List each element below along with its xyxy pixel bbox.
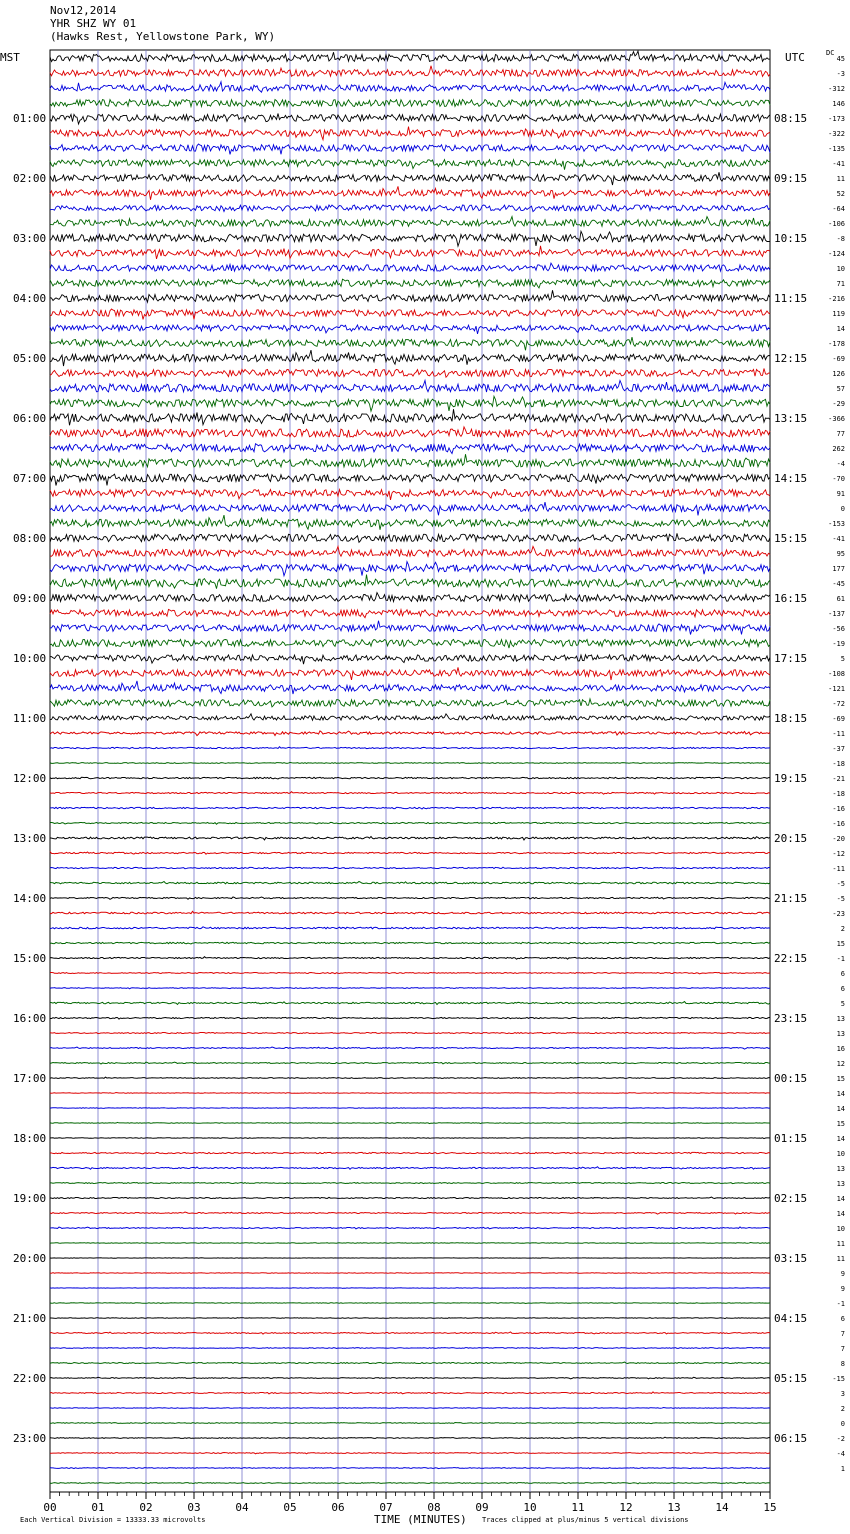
trace-67 [50,1062,770,1064]
hour-label-left: 18:00 [13,1132,47,1145]
dc-offset-label: -16 [832,805,845,813]
trace-35 [50,575,770,590]
dc-offset-label: 7 [840,1345,845,1353]
trace-63 [50,1002,770,1005]
x-tick-label-06: 06 [331,1501,345,1514]
hour-label-left: 12:00 [13,772,47,785]
dc-offset-label: -70 [832,475,845,483]
dc-offset-label: -3 [836,70,845,78]
x-tick-label-09: 09 [475,1501,489,1514]
trace-46 [50,747,770,749]
trace-1 [50,66,770,77]
trace-40 [50,655,770,664]
trace-22 [50,380,770,392]
dc-offset-label: -106 [828,220,845,228]
trace-4 [50,114,770,124]
hour-label-right: 18:15 [774,712,808,725]
dc-label: DC [826,49,835,57]
trace-18 [50,325,770,334]
hour-label-left: 03:00 [13,232,47,245]
trace-59 [50,942,770,944]
x-tick-label-02: 02 [139,1501,153,1514]
trace-58 [50,927,770,929]
x-tick-label-04: 04 [235,1501,249,1514]
dc-offset-label: -135 [828,145,845,153]
dc-offset-label: -178 [828,340,845,348]
dc-offset-label: 126 [832,370,845,378]
dc-offset-label: 119 [832,310,845,318]
dc-offset-label: -64 [832,205,845,213]
trace-12 [50,231,770,246]
dc-offset-label: 14 [836,1090,845,1098]
trace-26 [50,444,770,454]
trace-43 [50,699,770,707]
trace-54 [50,867,770,868]
x-tick-label-03: 03 [187,1501,201,1514]
trace-66 [50,1047,770,1049]
dc-offset-label: 10 [836,265,845,273]
hour-label-left: 19:00 [13,1192,47,1205]
dc-offset-label: 5 [840,655,845,663]
dc-offset-label: -124 [828,250,845,258]
trace-29 [50,489,770,499]
trace-82 [50,1288,770,1289]
hour-label-right: 19:15 [774,772,808,785]
hour-label-left: 14:00 [13,892,47,905]
dc-offset-label: -173 [828,115,845,123]
trace-31 [50,515,770,530]
dc-offset-label: 2 [840,1405,845,1413]
hour-label-right: 22:15 [774,952,808,965]
trace-73 [50,1152,770,1153]
hour-label-left: 21:00 [13,1312,47,1325]
trace-79 [50,1243,770,1244]
trace-33 [50,546,770,556]
dc-offset-label: 13 [836,1180,845,1188]
trace-9 [50,186,770,199]
hour-label-left: 05:00 [13,352,47,365]
trace-32 [50,533,770,542]
trace-14 [50,263,770,271]
dc-offset-label: -69 [832,355,845,363]
hour-label-right: 08:15 [774,112,808,125]
trace-84 [50,1318,770,1319]
trace-49 [50,792,770,794]
dc-offset-label: 52 [836,190,845,198]
hour-label-right: 21:15 [774,892,808,905]
hour-label-right: 04:15 [774,1312,808,1325]
trace-62 [50,988,770,989]
dc-offset-label: -18 [832,760,845,768]
dc-offset-label: 15 [836,1120,845,1128]
dc-offset-label: 9 [840,1285,845,1293]
dc-offset-label: 9 [840,1270,845,1278]
x-tick-label-12: 12 [619,1501,633,1514]
chart-station: YHR SHZ WY 01 [50,17,137,30]
hour-label-left: 02:00 [13,172,47,185]
dc-offset-label: -4 [836,460,845,468]
x-tick-label-15: 15 [763,1501,777,1514]
hour-label-right: 00:15 [774,1072,808,1085]
hour-label-right: 20:15 [774,832,808,845]
trace-95 [50,1482,770,1484]
trace-13 [50,246,770,259]
dc-offset-label: -23 [832,910,845,918]
trace-75 [50,1183,770,1184]
trace-23 [50,396,770,411]
dc-offset-label: -216 [828,295,845,303]
clip-note: Traces clipped at plus/minus 5 vertical divisions [482,1516,689,1524]
dc-offset-label: 12 [836,1060,845,1068]
dc-offset-label: 146 [832,100,845,108]
trace-53 [50,852,770,855]
hour-label-left: 23:00 [13,1432,47,1445]
dc-offset-label: -1 [836,955,845,963]
x-tick-label-13: 13 [667,1501,681,1514]
trace-93 [50,1453,770,1454]
dc-offset-label: -15 [832,1375,845,1383]
trace-11 [50,217,770,227]
trace-24 [50,409,770,425]
trace-64 [50,1017,770,1019]
hour-label-right: 03:15 [774,1252,808,1265]
trace-41 [50,667,770,680]
hour-label-left: 01:00 [13,112,47,125]
dc-offset-label: 11 [836,1240,845,1248]
trace-56 [50,897,770,899]
dc-offset-label: -153 [828,520,845,528]
dc-offset-label: -312 [828,85,845,93]
x-tick-label-07: 07 [379,1501,393,1514]
hour-label-right: 10:15 [774,232,808,245]
scale-note: Each Vertical Division = 13333.33 microvolts [20,1516,206,1524]
x-tick-label-14: 14 [715,1501,729,1514]
trace-36 [50,593,770,602]
hour-label-left: 13:00 [13,832,47,845]
dc-offset-label: 13 [836,1030,845,1038]
hour-label-left: 11:00 [13,712,47,725]
trace-71 [50,1122,770,1123]
dc-offset-label: -16 [832,820,845,828]
dc-offset-label: 1 [840,1465,845,1473]
dc-offset-label: -366 [828,415,845,423]
hour-label-left: 09:00 [13,592,47,605]
dc-offset-label: -41 [832,160,845,168]
trace-2 [50,82,770,92]
trace-3 [50,100,770,107]
trace-92 [50,1437,770,1438]
dc-offset-label: -45 [832,580,845,588]
dc-offset-label: -12 [832,850,845,858]
dc-offset-label: -69 [832,715,845,723]
dc-offset-label: -72 [832,700,845,708]
dc-offset-label: 95 [836,550,845,558]
trace-88 [50,1377,770,1379]
trace-8 [50,172,770,185]
x-tick-label-01: 01 [91,1501,105,1514]
dc-offset-label: 91 [836,490,845,498]
dc-offset-label: 14 [836,1105,845,1113]
trace-47 [50,762,770,763]
hour-label-left: 04:00 [13,292,47,305]
dc-offset-label: 14 [836,325,845,333]
dc-offset-label: 10 [836,1225,845,1233]
dc-offset-label: 45 [836,55,845,63]
trace-69 [50,1093,770,1094]
trace-34 [50,562,770,576]
trace-7 [50,160,770,170]
trace-30 [50,502,770,515]
hour-label-left: 22:00 [13,1372,47,1385]
chart-date: Nov12,2014 [50,4,117,17]
dc-offset-label: 6 [840,985,845,993]
hour-label-right: 14:15 [774,472,808,485]
trace-16 [50,290,770,302]
hour-label-right: 09:15 [774,172,808,185]
dc-offset-label: 14 [836,1135,845,1143]
dc-offset-label: 13 [836,1015,845,1023]
trace-83 [50,1303,770,1304]
trace-10 [50,205,770,212]
hour-label-left: 20:00 [13,1252,47,1265]
trace-86 [50,1348,770,1349]
trace-6 [50,144,770,154]
left-timezone-label: MST [0,51,20,64]
trace-72 [50,1138,770,1139]
dc-offset-label: -18 [832,790,845,798]
trace-28 [50,474,770,485]
dc-offset-label: 14 [836,1195,845,1203]
trace-45 [50,731,770,736]
hour-label-right: 13:15 [774,412,808,425]
dc-offset-label: -8 [836,235,845,243]
dc-offset-label: 6 [840,970,845,978]
trace-60 [50,957,770,959]
x-axis-title: TIME (MINUTES) [374,1513,467,1526]
x-tick-label-00: 00 [43,1501,57,1514]
dc-offset-label: -5 [836,880,845,888]
x-tick-label-10: 10 [523,1501,537,1514]
trace-5 [50,127,770,140]
dc-offset-label: -4 [836,1450,845,1458]
dc-offset-label: -20 [832,835,845,843]
dc-offset-label: -121 [828,685,845,693]
trace-21 [50,368,770,377]
hour-label-left: 06:00 [13,412,47,425]
right-timezone-label: UTC [785,51,805,64]
hour-label-right: 17:15 [774,652,808,665]
trace-15 [50,279,770,288]
trace-78 [50,1227,770,1229]
trace-89 [50,1392,770,1394]
trace-68 [50,1077,770,1078]
hour-label-right: 23:15 [774,1012,808,1025]
trace-19 [50,337,770,350]
x-tick-label-08: 08 [427,1501,441,1514]
dc-offset-label: 0 [840,1420,845,1428]
dc-offset-label: -21 [832,775,845,783]
trace-85 [50,1332,770,1334]
trace-77 [50,1212,770,1214]
dc-offset-label: 11 [836,175,845,183]
dc-offset-label: -11 [832,730,845,738]
hour-label-right: 16:15 [774,592,808,605]
trace-57 [50,911,770,913]
dc-offset-label: -2 [836,1435,845,1443]
dc-offset-label: -322 [828,130,845,138]
trace-17 [50,309,770,319]
hour-label-right: 06:15 [774,1432,808,1445]
trace-65 [50,1032,770,1033]
dc-offset-label: -19 [832,640,845,648]
hour-label-right: 12:15 [774,352,808,365]
dc-offset-label: 16 [836,1045,845,1053]
x-tick-label-05: 05 [283,1501,297,1514]
trace-25 [50,427,770,437]
hour-label-right: 02:15 [774,1192,808,1205]
hour-label-right: 15:15 [774,532,808,545]
dc-offset-label: 7 [840,1330,845,1338]
dc-offset-label: 8 [840,1360,845,1368]
dc-offset-label: 262 [832,445,845,453]
dc-offset-label: 0 [840,505,845,513]
dc-offset-label: -5 [836,895,845,903]
hour-label-left: 07:00 [13,472,47,485]
trace-48 [50,777,770,779]
trace-44 [50,714,770,720]
trace-20 [50,350,770,366]
dc-offset-label: 11 [836,1255,845,1263]
dc-offset-label: 13 [836,1165,845,1173]
dc-offset-label: 5 [840,1000,845,1008]
trace-0 [50,51,770,61]
dc-offset-label: -11 [832,865,845,873]
dc-offset-label: 15 [836,1075,845,1083]
hour-label-right: 11:15 [774,292,808,305]
trace-76 [50,1197,770,1198]
dc-offset-label: 15 [836,940,845,948]
dc-offset-label: 77 [836,430,845,438]
hour-label-left: 17:00 [13,1072,47,1085]
dc-offset-label: -37 [832,745,845,753]
chart-location: (Hawks Rest, Yellowstone Park, WY) [50,30,276,43]
trace-87 [50,1362,770,1363]
hour-label-right: 05:15 [774,1372,808,1385]
trace-94 [50,1468,770,1469]
trace-80 [50,1258,770,1259]
trace-37 [50,609,770,617]
dc-offset-label: 2 [840,925,845,933]
dc-offset-label: -56 [832,625,845,633]
hour-label-left: 15:00 [13,952,47,965]
dc-offset-label: -108 [828,670,845,678]
trace-61 [50,973,770,974]
x-tick-label-11: 11 [571,1501,585,1514]
dc-offset-label: 14 [836,1210,845,1218]
trace-81 [50,1272,770,1273]
trace-55 [50,881,770,883]
dc-offset-label: 57 [836,385,845,393]
hour-label-left: 08:00 [13,532,47,545]
dc-offset-label: -137 [828,610,845,618]
dc-offset-label: 10 [836,1150,845,1158]
trace-27 [50,454,770,467]
trace-51 [50,822,770,824]
dc-offset-label: 61 [836,595,845,603]
dc-offset-label: 177 [832,565,845,573]
trace-38 [50,621,770,635]
trace-50 [50,807,770,809]
hour-label-left: 16:00 [13,1012,47,1025]
trace-74 [50,1167,770,1170]
dc-offset-label: 6 [840,1315,845,1323]
trace-39 [50,639,770,648]
dc-offset-label: -41 [832,535,845,543]
trace-90 [50,1408,770,1409]
dc-offset-label: -29 [832,400,845,408]
trace-70 [50,1108,770,1109]
trace-42 [50,681,770,694]
hour-label-left: 10:00 [13,652,47,665]
trace-91 [50,1423,770,1424]
dc-offset-label: 3 [840,1390,845,1398]
dc-offset-label: -1 [836,1300,845,1308]
hour-label-right: 01:15 [774,1132,808,1145]
trace-52 [50,836,770,839]
dc-offset-label: 71 [836,280,845,288]
